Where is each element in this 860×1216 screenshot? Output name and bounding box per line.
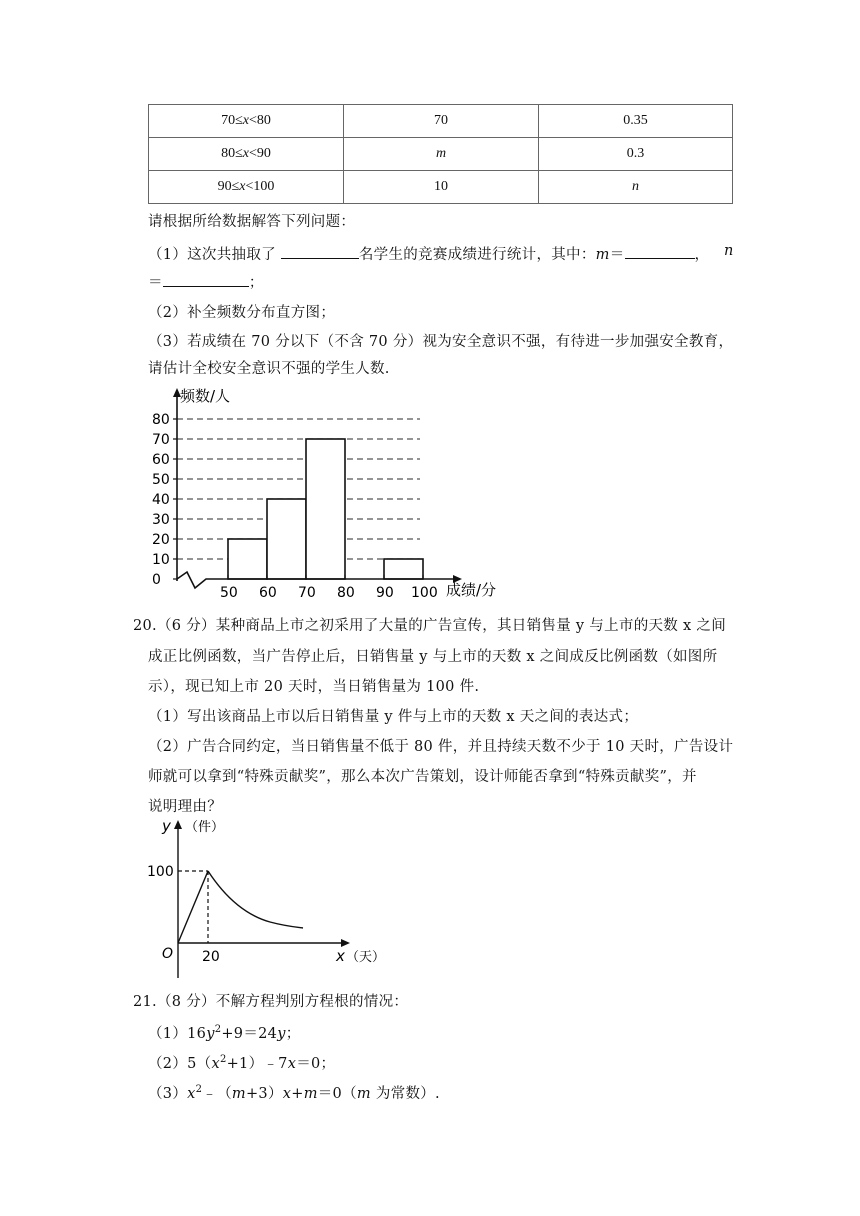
- answer-blank[interactable]: [281, 244, 359, 259]
- histogram-bar: [384, 559, 423, 579]
- graph-y-label: y: [162, 817, 171, 835]
- table-cell-frequency: m: [344, 138, 539, 171]
- y-tick-label: 20: [152, 532, 170, 548]
- table-cell-rate: 0.3: [539, 138, 733, 171]
- y-tick-label: 50: [152, 472, 170, 488]
- x-tick-label: 50: [220, 585, 238, 601]
- histogram-bar: [228, 539, 267, 579]
- graph-y-value: 100: [147, 864, 174, 880]
- y-axis-label: 频数/人: [180, 387, 231, 405]
- x-tick-label: 100: [411, 585, 438, 601]
- q20-line5: （2）广告合同约定，当日销售量不低于 80 件，并且持续天数不少于 10 天时，广告设计: [148, 739, 734, 755]
- x-tick-label: 90: [376, 585, 394, 601]
- q20-line6: 师就可以拿到“特殊贡献奖”，那么本次广告策划，设计师能否拿到“特殊贡献奖”，并: [148, 769, 697, 785]
- y-tick-label: 0: [152, 572, 161, 588]
- table-cell-frequency: 70: [344, 105, 539, 138]
- q19-part1-n: n: [724, 243, 734, 259]
- y-tick-label: 10: [152, 552, 170, 568]
- table-cell-rate: 0.35: [539, 105, 733, 138]
- q21-equation3: $(3)x^2﹣(m+3)x+m=0(m$ 为常数）.: [148, 1084, 440, 1102]
- graph-x-label: x: [336, 947, 345, 965]
- graph-origin: O: [162, 946, 174, 962]
- table-cell-range: 90≤x<100: [149, 171, 344, 204]
- x-tick-label: 80: [337, 585, 355, 601]
- table-row: [149, 105, 733, 138]
- graph-inverse-curve: [208, 871, 303, 928]
- q20-line1: 20.（6 分）某种商品上市之初采用了大量的广告宣传，其日销售量 y 与上市的天数 x 之间: [133, 618, 726, 634]
- x-tick-label: 70: [298, 585, 316, 601]
- table-row: [149, 138, 733, 171]
- graph-x-unit: （天）: [346, 950, 386, 965]
- histogram-bar: [306, 439, 345, 579]
- answer-blank-m[interactable]: [625, 244, 695, 259]
- graph-y-unit: （件）: [185, 820, 225, 835]
- sales-function-graph: [140, 812, 400, 982]
- y-tick-label: 80: [152, 412, 170, 428]
- graph-x-arrow: [341, 939, 350, 947]
- q20-line4: （1）写出该商品上市以后日销售量 y 件与上市的天数 x 天之间的表达式；: [148, 709, 639, 725]
- y-tick-label: 60: [152, 452, 170, 468]
- answer-blank-n[interactable]: [163, 272, 249, 287]
- graph-y-arrow: [174, 820, 182, 829]
- x-tick-label: 60: [259, 585, 277, 601]
- q19-part2: （2）补全频数分布直方图；: [148, 305, 336, 321]
- y-tick-label: 70: [152, 432, 170, 448]
- q19-part1: （1）这次共抽取了 名学生的竞赛成绩进行统计，其中：m＝ ，: [148, 243, 709, 264]
- q20-line2: 成正比例函数，当广告停止后，日销售量 y 与上市的天数 x 之间成反比例函数（如图所: [148, 649, 718, 665]
- q19-part3-cont: 请估计全校安全意识不强的学生人数.: [148, 361, 390, 377]
- q19-part3: （3）若成绩在 70 分以下（不含 70 分）视为安全意识不强，有待进一步加强安全教育，: [148, 334, 734, 350]
- q19-intro: 请根据所给数据解答下列问题：: [148, 214, 356, 230]
- frequency-histogram: [140, 380, 497, 605]
- y-tick-label: 40: [152, 492, 170, 508]
- histogram-bar: [267, 499, 306, 579]
- graph-linear-segment: [178, 871, 208, 943]
- table-cell-range: 80≤x<90: [149, 138, 344, 171]
- table-cell-frequency: 10: [344, 171, 539, 204]
- table-cell-rate: n: [539, 171, 733, 204]
- q21-line1: 21.（8 分）不解方程判别方程根的情况：: [133, 994, 409, 1010]
- q21-equation1: $(1)16y^2+9=24y$；: [148, 1024, 301, 1042]
- q21-equation2: $(2)5(x^2+1)﹣7x=0$；: [148, 1054, 336, 1072]
- table-row: [149, 171, 733, 204]
- table-cell-range: 70≤x<80: [149, 105, 344, 138]
- y-tick-label: 30: [152, 512, 170, 528]
- q20-line7: 说明理由？: [148, 799, 222, 815]
- q19-part1-cont: ＝ ；: [148, 271, 264, 292]
- q20-line3: 示），现已知上市 20 天时，当日销售量为 100 件.: [148, 679, 480, 695]
- graph-x-value: 20: [202, 949, 220, 965]
- x-axis-label: 成绩/分: [446, 581, 497, 599]
- frequency-table: [148, 104, 733, 204]
